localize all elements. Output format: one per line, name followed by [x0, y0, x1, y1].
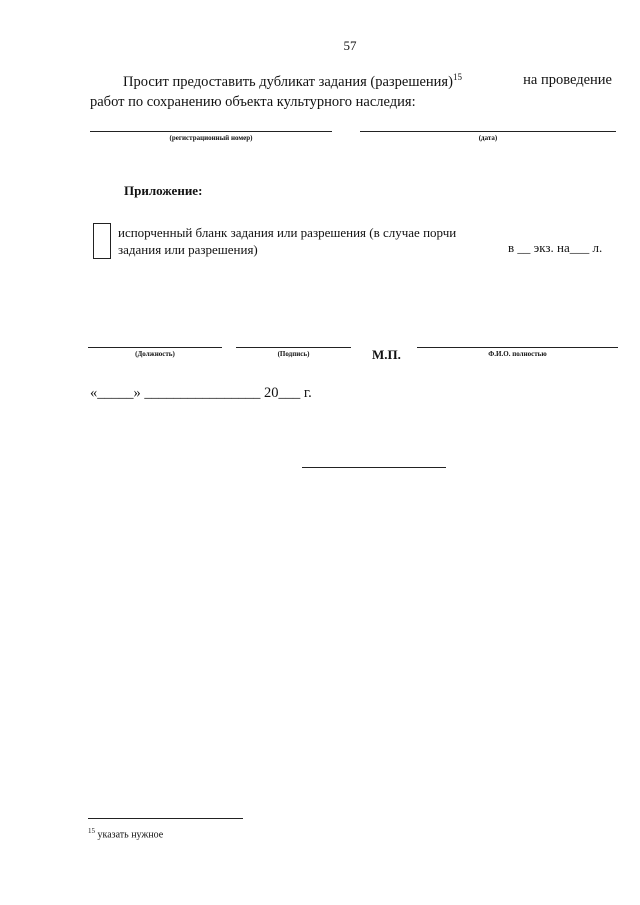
- position-caption: (Должность): [135, 350, 175, 358]
- footnote-separator: [88, 818, 243, 819]
- date-line-field[interactable]: [360, 131, 616, 132]
- fullname-line[interactable]: [417, 347, 618, 348]
- reg-number-caption: (регистрационный номер): [169, 134, 253, 142]
- request-text-left: Просит предоставить дубликат задания (разрешения): [123, 73, 453, 90]
- request-line2: работ по сохранению объекта культурного наследия:: [90, 94, 416, 110]
- footnote: [88, 827, 163, 840]
- signature-date: [90, 385, 312, 402]
- signature-caption: (Подпись): [277, 350, 310, 358]
- date-day-blank[interactable]: _____: [97, 385, 134, 401]
- request-line1-left: [123, 72, 462, 91]
- fullname-caption: Ф.И.О. полностью: [488, 350, 547, 358]
- position-line[interactable]: [88, 347, 222, 348]
- attachment-count: в __ экз. на___ л.: [508, 240, 603, 255]
- date-close-quote: »: [133, 385, 141, 401]
- date-open-quote: «: [90, 385, 98, 401]
- attachment-item-line2: задания или разрешения): [118, 242, 258, 257]
- page-number: 57: [343, 38, 357, 53]
- request-text-right: на проведение: [523, 72, 612, 88]
- footnote-text: указать нужное: [97, 829, 164, 841]
- date-year-blank[interactable]: ___: [278, 385, 301, 401]
- attachment-heading: Приложение:: [124, 183, 203, 198]
- date-month-blank[interactable]: ________________: [144, 385, 261, 401]
- reg-number-line[interactable]: [90, 131, 332, 132]
- attachment-item-line1: испорченный бланк задания или разрешения (в случае порчи: [118, 225, 457, 240]
- signature-line[interactable]: [236, 347, 351, 348]
- date-caption: (дата): [478, 134, 498, 142]
- footnote-number: 15: [88, 827, 95, 835]
- footnote-reference: 15: [452, 72, 462, 82]
- date-year-prefix: 20: [264, 385, 279, 401]
- date-year-suffix: г.: [303, 385, 312, 401]
- section-separator: [302, 467, 446, 468]
- attachment-checkbox[interactable]: [93, 223, 111, 259]
- stamp-label: М.П.: [372, 347, 401, 362]
